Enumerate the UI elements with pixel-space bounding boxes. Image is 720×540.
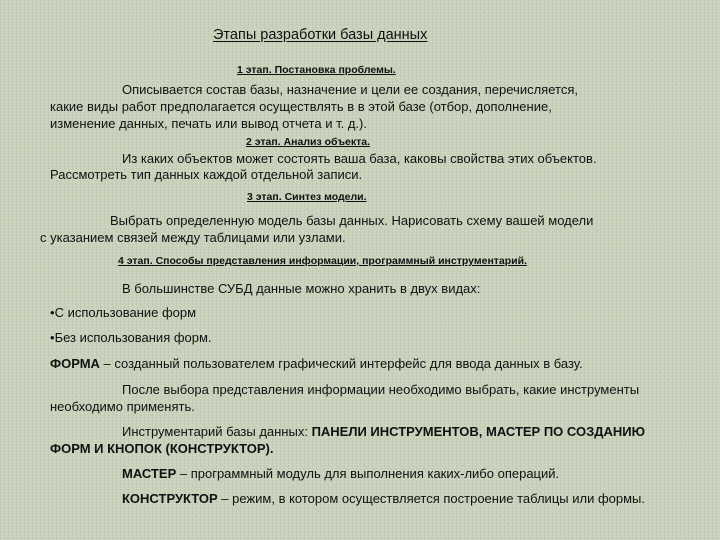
- stage-1-text-line-2: какие виды работ предполагается осуществлять в в этой базе (отбор, дополнение,: [50, 99, 552, 114]
- stage-3-text-line-1: Выбрать определенную модель базы данных. Нарисовать схему вашей модели: [110, 213, 594, 228]
- constructor-definition: [122, 491, 645, 507]
- bullet-item-text: С использование форм: [54, 305, 197, 320]
- toolkit-line-1: [122, 424, 645, 440]
- after-choice-line-1: После выбора представления информации необходимо выбрать, какие инструменты: [122, 382, 640, 397]
- master-term: МАСТЕР: [122, 466, 177, 481]
- stage-2-text-line-1: Из каких объектов может состоять ваша база, каковы свойства этих объектов.: [122, 151, 597, 166]
- stage-2-text-line-2: Рассмотреть тип данных каждой отдельной записи.: [50, 167, 363, 182]
- bullet-item-text: Без использования форм.: [54, 330, 212, 345]
- master-text: – программный модуль для выполнения каких-либо операций.: [176, 466, 560, 481]
- stage-3-text-line-2: с указанием связей между таблицами или узлами.: [40, 230, 346, 245]
- bullet-marker: •: [50, 330, 55, 345]
- stage-2-heading: 2 этап. Анализ объекта.: [246, 136, 371, 148]
- stage-4-heading: 4 этап. Способы представления информации, программный инструментарий.: [118, 255, 528, 267]
- bullet-marker: •: [50, 305, 55, 320]
- constructor-text: – режим, в котором осуществляется построение таблицы или формы.: [217, 491, 645, 506]
- constructor-term: КОНСТРУКТОР: [122, 491, 218, 506]
- after-choice-line-2: необходимо применять.: [50, 399, 195, 414]
- bullet-item-2: [50, 330, 212, 346]
- stage-4-intro: В большинстве СУБД данные можно хранить в двух видах:: [122, 281, 481, 296]
- stage-1-heading: 1 этап. Постановка проблемы.: [237, 64, 396, 76]
- toolkit-prefix: Инструментарий базы данных:: [122, 424, 312, 439]
- forma-definition: [50, 356, 583, 372]
- toolkit-items: ПАНЕЛИ ИНСТРУМЕНТОВ, МАСТЕР ПО СОЗДАНИЮ: [311, 424, 646, 439]
- forma-term: ФОРМА: [50, 356, 100, 371]
- bullet-item-1: [50, 305, 196, 321]
- stage-3-heading: 3 этап. Синтез модели.: [247, 191, 367, 203]
- stage-1-text-line-3: изменение данных, печать или вывод отчета и т. д.).: [50, 116, 367, 131]
- page-title: Этапы разработки базы данных: [213, 27, 428, 43]
- master-definition: [122, 466, 559, 482]
- toolkit-line-2: ФОРМ И КНОПОК (КОНСТРУКТОР).: [50, 441, 274, 456]
- forma-text: – созданный пользователем графический интерфейс для ввода данных в базу.: [99, 356, 583, 371]
- stage-1-text-line-1: Описывается состав базы, назначение и цели ее создания, перечисляется,: [122, 82, 578, 97]
